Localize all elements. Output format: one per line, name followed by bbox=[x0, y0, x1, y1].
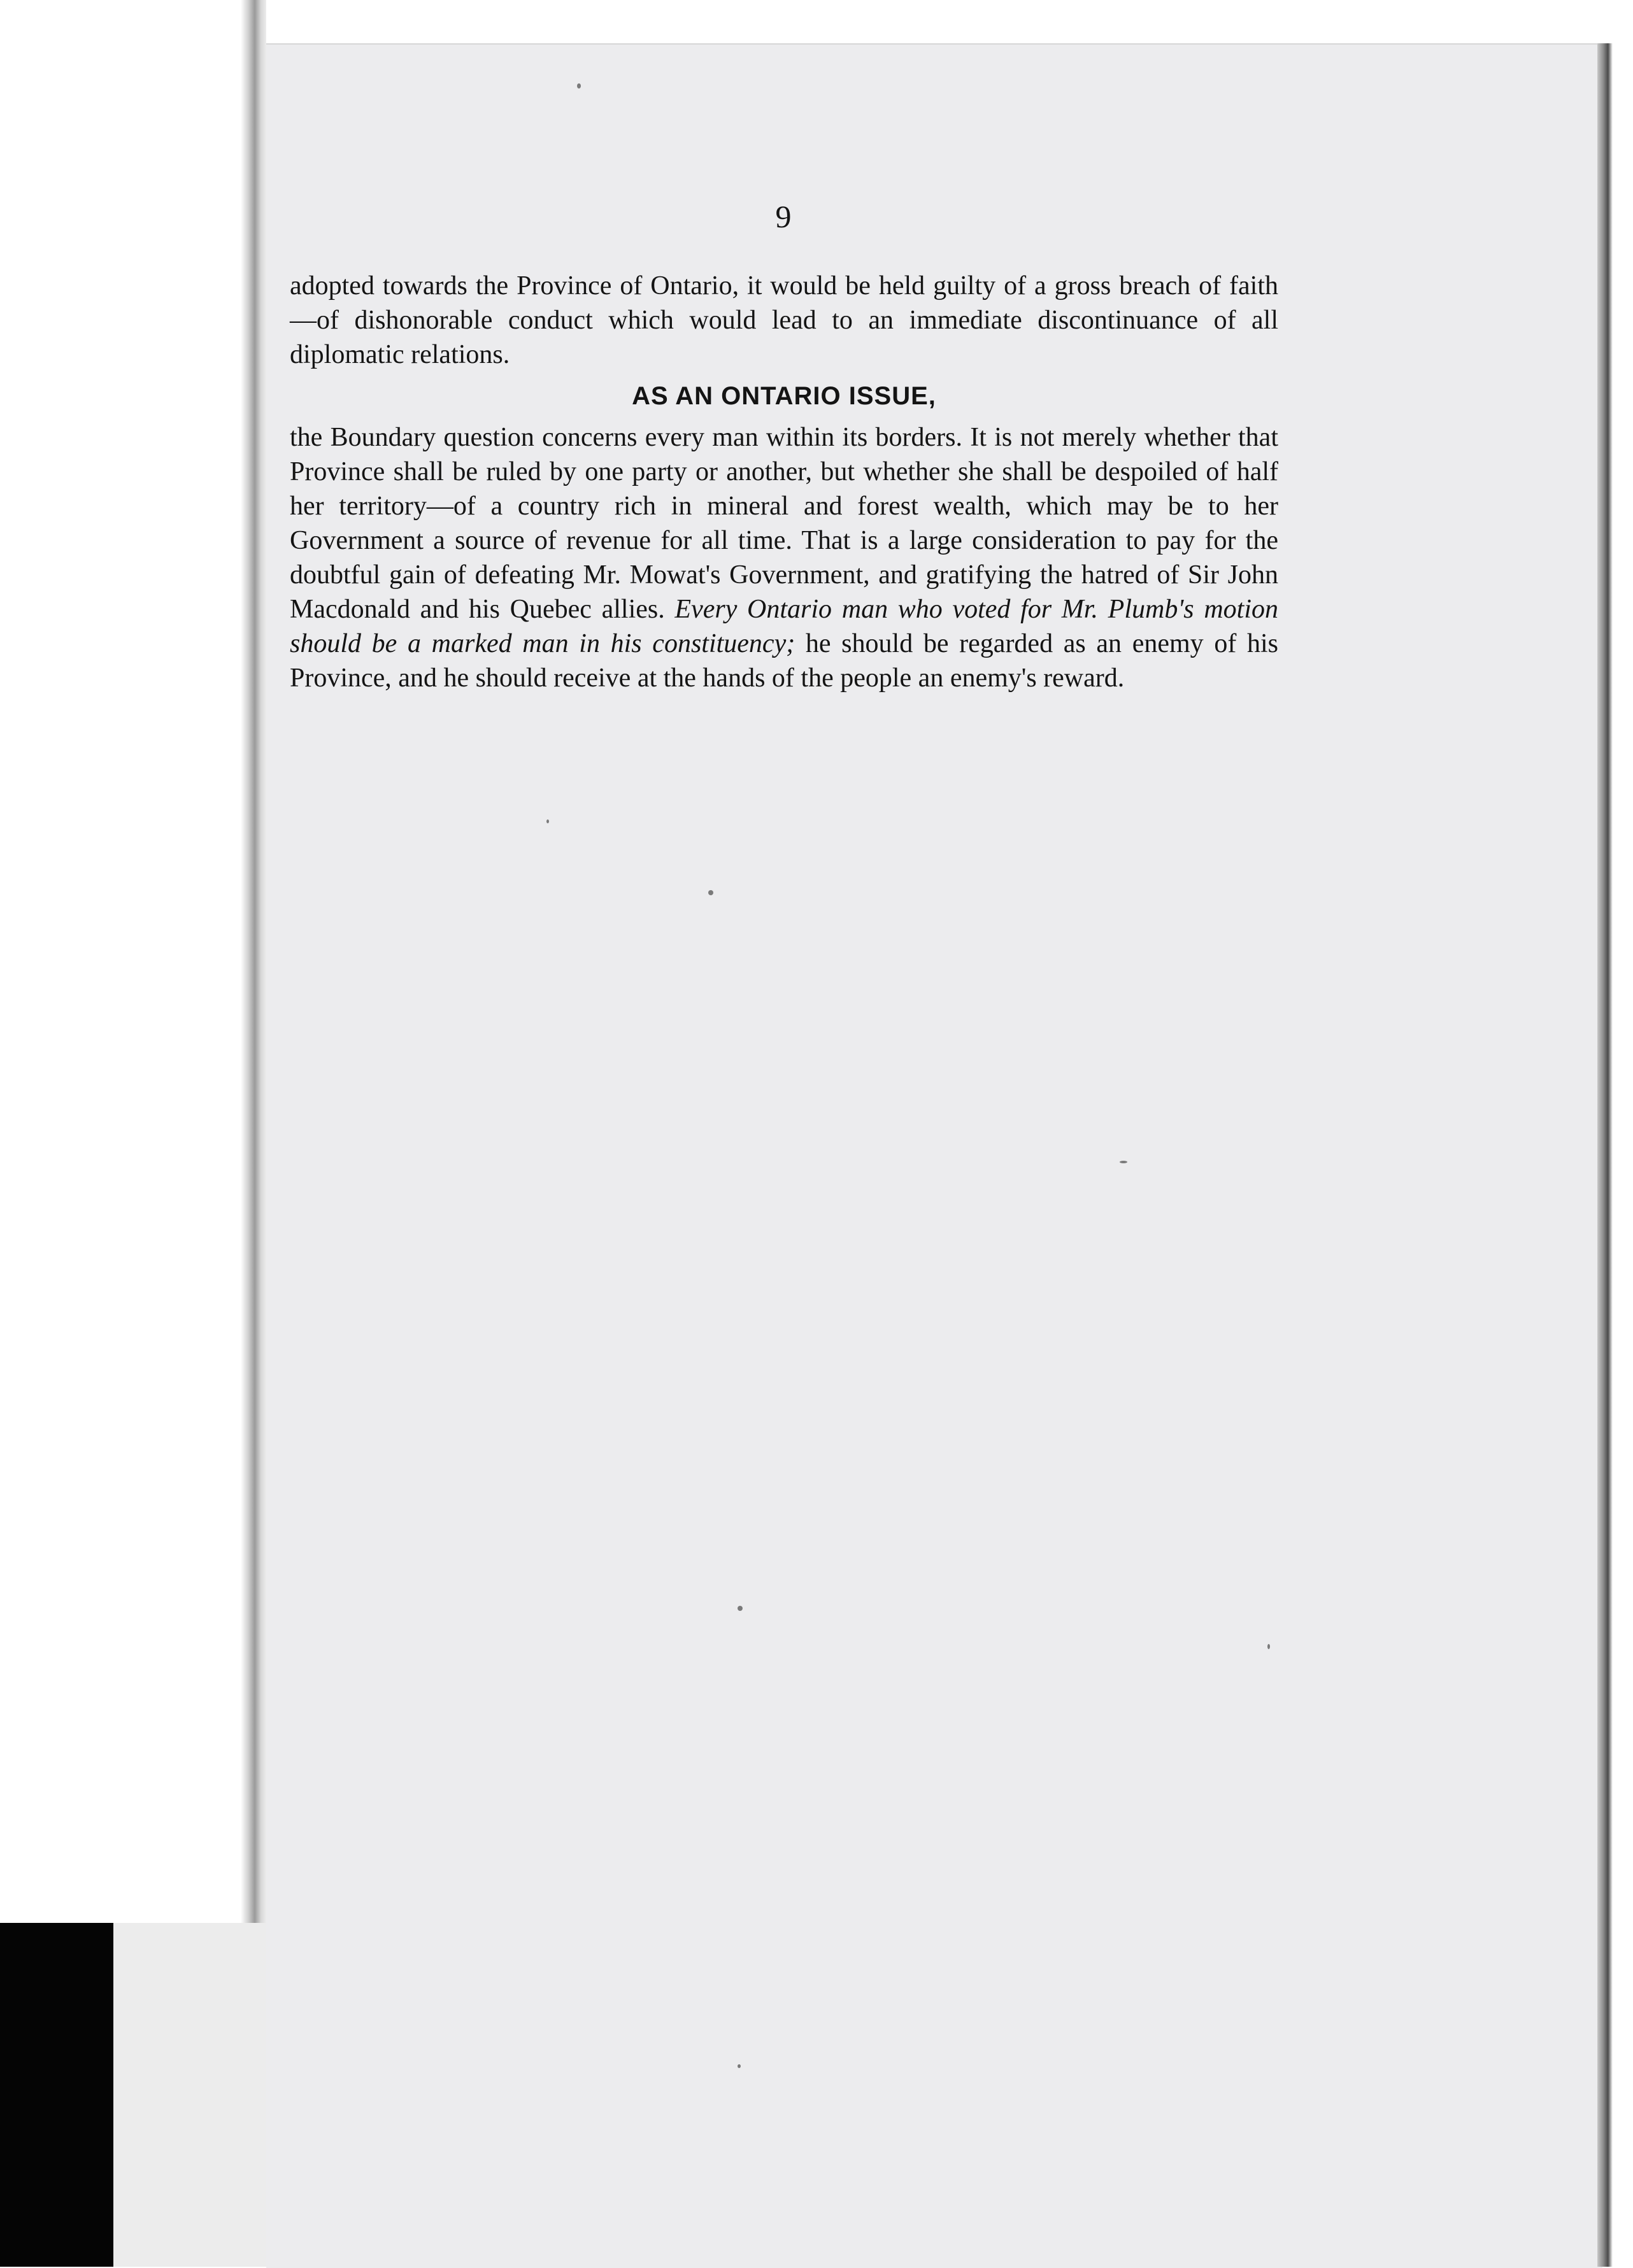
paper-right-edge bbox=[1597, 43, 1613, 2267]
scan-lower-margin bbox=[113, 1923, 266, 2267]
dust-speck bbox=[1120, 1161, 1127, 1163]
scan-black-corner bbox=[0, 1923, 113, 2267]
dust-speck bbox=[708, 890, 713, 895]
dust-speck bbox=[738, 1606, 743, 1611]
dust-speck bbox=[546, 819, 549, 823]
paragraph-ontario-issue bbox=[290, 420, 1278, 695]
paragraph-text: the Boundary question concerns every man within its borders. It is not merely whether that Province shall be ruled by one party or another, but whether she shall be despoiled of half her territory—of a country rich in mineral and forest wealth, which may be to her Government a source of revenue for all time. That is a large consideration to pay for the doubtful gain of defeating Mr. Mowat's Government, and gratifying the hatred of Sir John Macdonald and his Quebec allies. bbox=[290, 423, 1278, 624]
page-number: 9 bbox=[775, 199, 792, 234]
section-heading: AS AN ONTARIO ISSUE, bbox=[632, 382, 936, 410]
italic-passage: Every Ontario man who voted for Mr. Plumb's motion should be a marked man in his constituency; bbox=[290, 595, 1278, 658]
dust-speck bbox=[1267, 1644, 1270, 1649]
body-text bbox=[290, 269, 1278, 695]
paragraph-ending: he should be regarded as an enemy of his Province, and he should receive at the hands of the people an enemy's reward. bbox=[290, 629, 1278, 693]
dust-speck bbox=[738, 2064, 741, 2068]
dust-speck bbox=[577, 83, 581, 89]
paragraph-continuation: adopted towards the Province of Ontario, it would be held guilty of a gross breach of faith—of dishonorable conduct which would lead to an immediate discontinuance of all diplomatic relations. bbox=[290, 271, 1278, 369]
